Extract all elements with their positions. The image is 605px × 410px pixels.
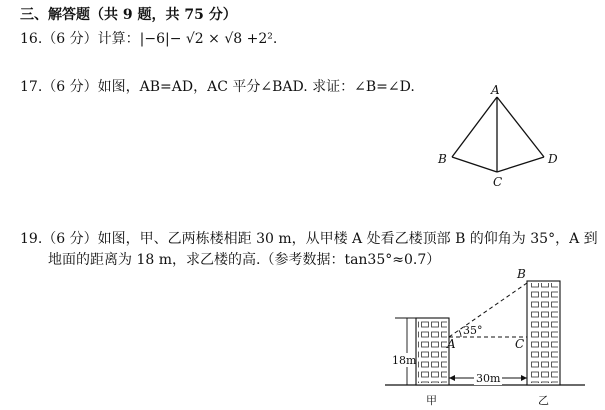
angle-arc (459, 330, 461, 337)
arrow-left (449, 375, 455, 381)
section-heading: 三、解答题（共 9 题，共 75 分） (20, 7, 237, 23)
building-yi-label: 乙 (538, 394, 549, 407)
angle-label: 35° (463, 324, 483, 337)
question-16: 16.（6 分）计算：|−6|− √2 × √8 +2². (20, 31, 278, 47)
question-17: 17.（6 分）如图，AB=AD，AC 平分∠BAD. 求证：∠B=∠D. (20, 79, 415, 95)
question-19-line1: 19.（6 分）如图，甲、乙两栋楼相距 30 m，从甲楼 A 处看乙楼顶部 B 的仰角为 35°，A 到 (20, 231, 598, 247)
point-a-label: A (447, 337, 456, 351)
point-c-label: C (515, 337, 525, 351)
building-jia (416, 318, 449, 385)
building-jia-label: 甲 (426, 394, 437, 407)
point-b-label: B (517, 267, 526, 281)
building-yi (527, 281, 560, 385)
sightline-ab (449, 283, 527, 337)
arrow-right (521, 375, 527, 381)
height-label: 18m (392, 354, 417, 367)
question-19-line2: 地面的距离为 18 m，求乙楼的高.（参考数据：tan35°≈0.7） (48, 252, 441, 268)
label-c: C (493, 175, 503, 189)
distance-label: 30m (476, 372, 501, 385)
label-b: B (438, 152, 447, 166)
label-a: A (491, 83, 500, 97)
label-d: D (548, 152, 558, 166)
